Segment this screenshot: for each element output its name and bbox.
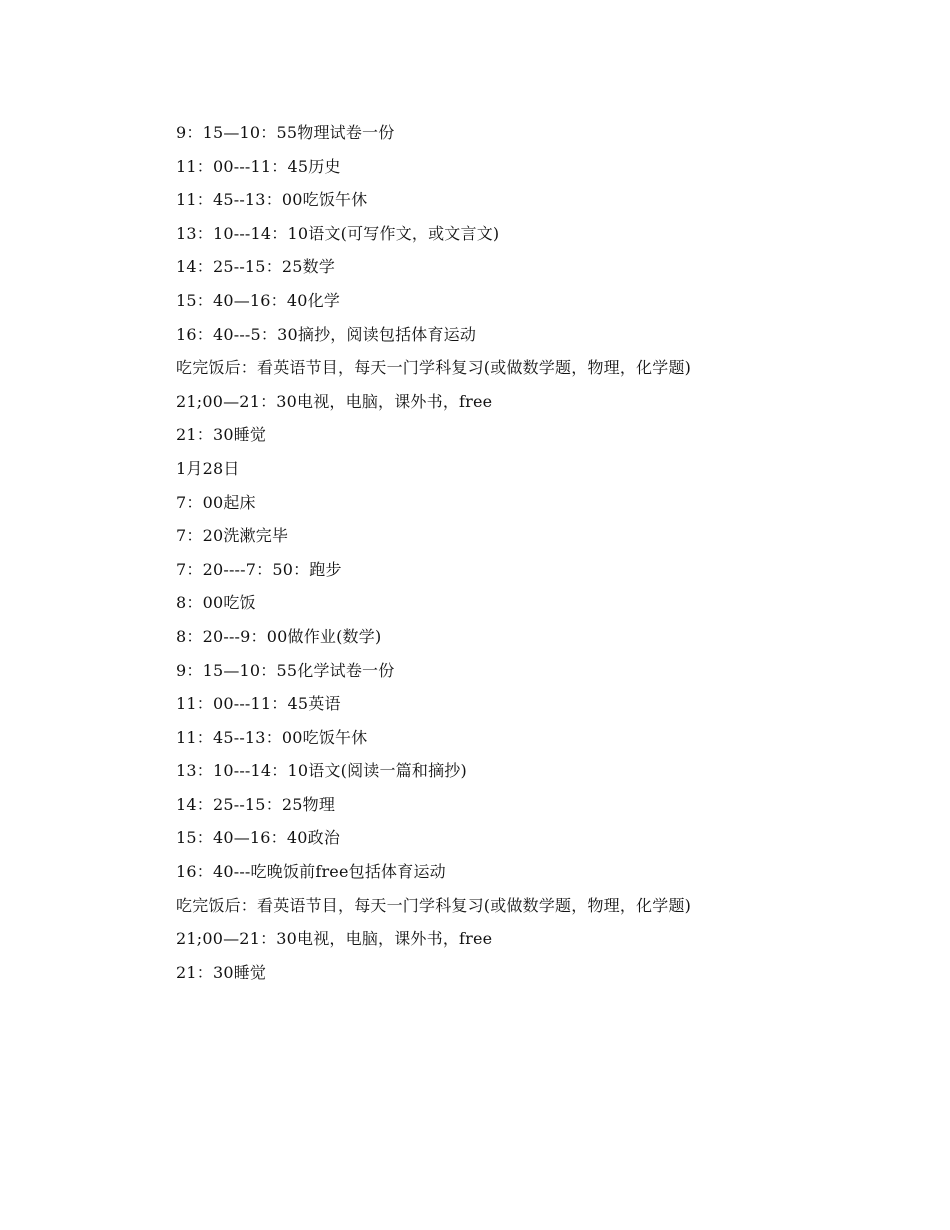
schedule-line: 15：40—16：40化学 — [176, 290, 341, 310]
schedule-line: 21;00—21：30电视，电脑，课外书，free — [176, 929, 493, 949]
schedule-line: 7：00起床 — [176, 492, 256, 512]
schedule-line: 11：00---11：45历史 — [176, 156, 341, 176]
schedule-line: 15：40—16：40政治 — [176, 828, 341, 848]
schedule-line: 11：45--13：00吃饭午休 — [176, 190, 368, 210]
schedule-line: 7：20----7：50：跑步 — [176, 559, 342, 579]
schedule-text — [176, 116, 876, 989]
schedule-line: 16：40---吃晚饭前free包括体育运动 — [176, 862, 446, 882]
schedule-line: 8：20---9：00做作业(数学) — [176, 626, 382, 646]
schedule-line: 21;00—21：30电视，电脑，课外书，free — [176, 391, 493, 411]
schedule-line: 16：40---5：30摘抄，阅读包括体育运动 — [176, 324, 477, 344]
schedule-line: 13：10---14：10语文(阅读一篇和摘抄) — [176, 761, 467, 781]
schedule-line: 9：15—10：55化学试卷一份 — [176, 660, 395, 680]
schedule-line: 吃完饭后：看英语节目，每天一门学科复习(或做数学题，物理，化学题) — [176, 358, 692, 378]
date-heading: 1月28日 — [176, 458, 240, 478]
schedule-line: 8：00吃饭 — [176, 593, 256, 613]
schedule-line: 7：20洗漱完毕 — [176, 526, 289, 546]
schedule-line: 11：00---11：45英语 — [176, 694, 341, 714]
schedule-line: 9：15—10：55物理试卷一份 — [176, 123, 395, 142]
schedule-line: 21：30睡觉 — [176, 425, 267, 445]
schedule-line: 21：30睡觉 — [176, 962, 267, 982]
schedule-line: 14：25--15：25物理 — [176, 794, 336, 814]
schedule-line: 吃完饭后：看英语节目，每天一门学科复习(或做数学题，物理，化学题) — [176, 895, 692, 915]
schedule-line: 13：10---14：10语文(可写作文，或文言文) — [176, 223, 500, 243]
schedule-line: 14：25--15：25数学 — [176, 257, 336, 277]
schedule-line: 11：45--13：00吃饭午休 — [176, 727, 368, 747]
